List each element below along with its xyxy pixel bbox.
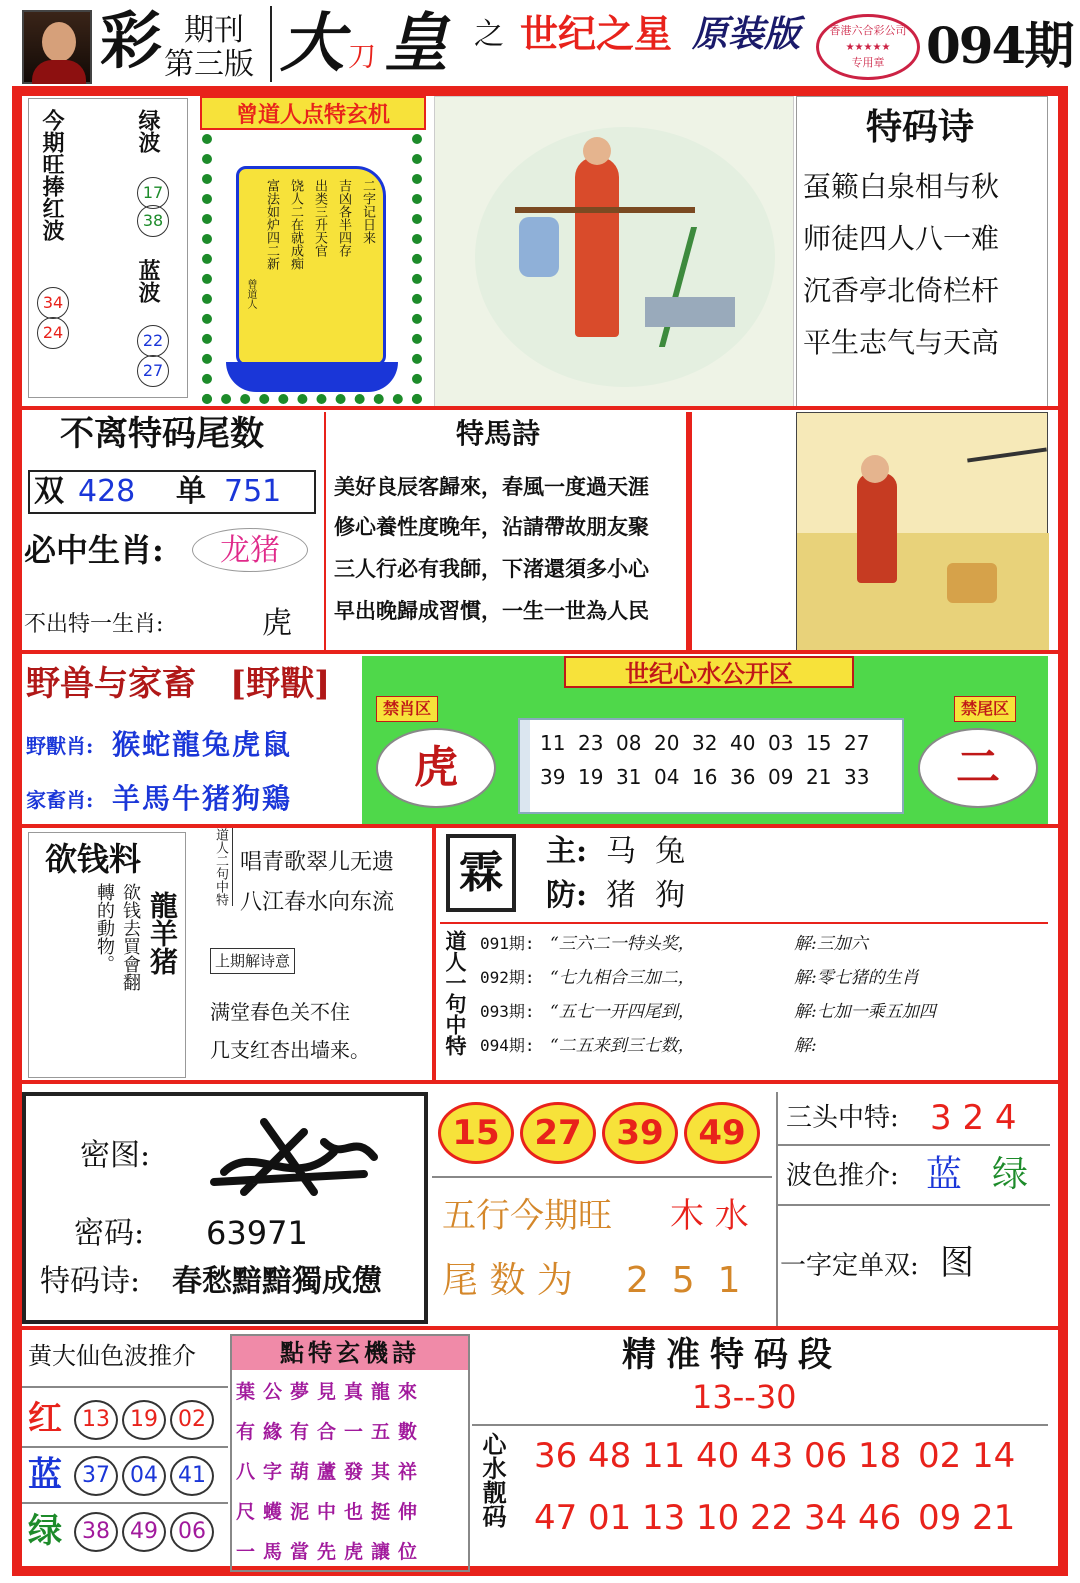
te-ma-shi-line-3: 沉香亭北倚栏杆 [803, 274, 1000, 307]
huang-blue-num: 04 [122, 1456, 166, 1496]
mi-ma-value: 63971 [206, 1214, 308, 1252]
seal [816, 14, 920, 80]
jing-num: 10 [696, 1498, 740, 1538]
open-num: 39 [540, 765, 566, 789]
ship-poem-1: 二字记日来 [360, 179, 375, 244]
list-issue: 092期: [480, 968, 535, 987]
huang-green-num: 49 [122, 1512, 166, 1552]
open-num: 23 [578, 731, 604, 755]
green-num-2: 38 [137, 205, 169, 237]
huang-green-label: 绿 [28, 1511, 62, 1551]
left-value: 虎 [376, 728, 496, 808]
illustration-monk [434, 96, 794, 408]
huang-red-num: 19 [122, 1400, 166, 1440]
dao-ren-list [440, 922, 1048, 1078]
ball: 27 [520, 1102, 596, 1164]
bu-chu-label: 不出特一生肖: [24, 612, 164, 637]
jing-num: 01 [588, 1498, 632, 1538]
jing-num: 09 [918, 1498, 962, 1538]
jing-zhun-side: 心水靓码 [478, 1432, 507, 1528]
dan-value: 751 [224, 474, 282, 509]
open-num: 33 [844, 765, 870, 789]
wu-xing-line2-a: 尾 数 为 [442, 1260, 573, 1301]
san-tou-label: 三头中特: [786, 1103, 899, 1133]
zhu-fang-big-char: 霖 [446, 834, 516, 912]
ye-shou-box [22, 656, 358, 824]
ship-sail [236, 166, 386, 366]
dian-te-line-4: 尺蠖泥中也挺伸 [236, 1501, 426, 1523]
balls-row [436, 1096, 770, 1172]
dan-label: 单 [176, 474, 206, 509]
ye-shou-title-a: 野兽与家畜 [26, 664, 196, 704]
open-area-title: 世纪心水公开区 [564, 656, 854, 688]
green-num-1: 17 [137, 177, 169, 209]
bi-zhong-value: 龙猪 [192, 528, 308, 572]
jing-num: 48 [588, 1436, 632, 1476]
open-row-2 [540, 762, 882, 792]
wu-xing-line2-b: 2 5 1 [626, 1260, 741, 1301]
open-num: 19 [578, 765, 604, 789]
bo-se-label: 波色推介: [786, 1161, 899, 1191]
open-num: 04 [654, 765, 680, 789]
list-issue: 094期: [480, 1036, 535, 1055]
header [0, 0, 1080, 86]
huang-blue-num: 37 [74, 1456, 118, 1496]
header-dao: 刀 [348, 40, 377, 73]
open-num: 32 [692, 731, 718, 755]
poem-label: 特码诗: [40, 1264, 141, 1299]
ye-list: 猴蛇龍兔虎鼠 [112, 728, 293, 761]
list-row-3 [480, 998, 1040, 1028]
te-ma-shi-line-1: 虿籁白泉相与秋 [803, 170, 1000, 203]
blue-num-2: 27 [137, 355, 169, 387]
jing-num: 43 [750, 1436, 794, 1476]
list-jie: 解:零七猪的生肖 [794, 968, 919, 988]
dao-ren-box [204, 828, 430, 1078]
list-text: “三六二一特头奖， [550, 934, 695, 954]
jing-row-2 [534, 1494, 1022, 1542]
te-ma-poem2-line-4: 早出晚歸成習慣，一生一世為人民 [334, 598, 649, 623]
open-area [362, 656, 1048, 824]
open-num: 03 [768, 731, 794, 755]
list-text: “七九相合三加二， [550, 968, 695, 988]
list-text: “二五来到三七数， [550, 1036, 695, 1056]
yu-qian-title: 欲钱料 [45, 840, 142, 878]
bo-se-v1: 蓝 [926, 1154, 963, 1195]
header-huang: 皇 [384, 6, 448, 81]
header-qikan: 期刊 [184, 13, 244, 48]
jing-num: 18 [858, 1436, 902, 1476]
dao-ren-last-label: 上期解诗意 [210, 948, 295, 974]
te-ma-shi-line-4: 平生志气与天高 [803, 326, 1000, 359]
bu-li-box [22, 410, 322, 650]
open-num: 09 [768, 765, 794, 789]
jing-num: 11 [642, 1436, 686, 1476]
jing-num: 34 [804, 1498, 848, 1538]
wang-box [28, 98, 188, 398]
ship-poem-4: 饶人二在就成痴 [288, 179, 303, 270]
header-da: 大 [280, 6, 344, 81]
fang-label: 防: [546, 878, 588, 913]
list-jie: 解: [794, 1036, 817, 1056]
wu-xing-line1-b: 木 水 [670, 1196, 749, 1236]
huang-blue-num: 41 [170, 1456, 214, 1496]
huang-blue-label: 蓝 [28, 1455, 62, 1495]
huang-title: 黄大仙色波推介 [28, 1342, 196, 1370]
list-jie: 解:七加一乘五加四 [794, 1002, 936, 1022]
open-num: 11 [540, 731, 566, 755]
dian-te-line-3: 八字葫蘆發其祥 [236, 1461, 426, 1483]
open-num: 08 [616, 731, 642, 755]
yu-qian-col2: 欲钱去買會翻 [120, 883, 141, 991]
huang-red-num: 13 [74, 1400, 118, 1440]
dian-te-box [230, 1334, 470, 1572]
wu-xing-line1-a: 五行今期旺 [442, 1196, 612, 1236]
huang-da-xian-box [22, 1332, 228, 1572]
huang-red-num: 02 [170, 1400, 214, 1440]
right-info-box [776, 1092, 1048, 1326]
ship-poem-3: 出类三升天官 [312, 179, 327, 257]
dian-te-line-2: 有緣有合一五數 [236, 1421, 426, 1443]
fang-value: 猪 狗 [606, 878, 686, 913]
red-num-1: 34 [37, 287, 69, 319]
ship-panel [196, 96, 428, 408]
huang-red-label: 红 [28, 1399, 62, 1439]
jing-zhun-box [472, 1332, 1048, 1572]
seal-sub: 专用章 [851, 56, 885, 69]
open-num: 16 [692, 765, 718, 789]
open-num: 40 [730, 731, 756, 755]
jing-zhun-title: 精准特码段 [622, 1335, 842, 1375]
list-row-2 [480, 964, 1040, 994]
shuang-value: 428 [78, 474, 136, 509]
right-value: 二 [918, 728, 1038, 808]
mi-tu-label: 密图: [80, 1138, 151, 1173]
bu-li-title: 不离特码尾数 [60, 414, 264, 454]
jing-zhun-range: 13--30 [692, 1378, 797, 1416]
bi-zhong-label: 必中生肖: [24, 531, 164, 569]
open-num: 15 [806, 731, 832, 755]
list-jie: 解:三加六 [794, 934, 868, 954]
ship-poem-5: 富法如炉四二新 [264, 179, 279, 270]
open-num: 27 [844, 731, 870, 755]
dian-te-line-5: 一馬當先虎讓位 [236, 1541, 426, 1563]
dao-ren-last-line-1: 满堂春色关不住 [210, 1000, 350, 1024]
ship-banner: 曾道人点特玄机 [200, 96, 426, 130]
open-num: 31 [616, 765, 642, 789]
poem-value: 春愁黯黯獨成憊 [172, 1264, 382, 1299]
zhu-fang-box [440, 832, 1048, 920]
te-ma-poem2-line-3: 三人行必有我師，下渚還須多小心 [334, 556, 649, 581]
header-zhi: 之 [474, 17, 504, 52]
shuang-label: 双 [34, 474, 64, 509]
illustration-farmer [796, 412, 1048, 650]
issue-number: 094期 [926, 16, 1073, 75]
right-tag: 禁尾区 [954, 696, 1016, 722]
jing-num: 13 [642, 1498, 686, 1538]
ye-shou-title-b: [野獸] [230, 664, 331, 704]
header-shiji: 世纪之星 [520, 11, 673, 56]
list-row-4 [480, 1032, 1040, 1062]
huang-green-num: 38 [74, 1512, 118, 1552]
jing-num: 02 [918, 1436, 962, 1476]
zhu-value: 马 兔 [606, 834, 686, 869]
dao-ren-side: 道人二句中特 [210, 828, 233, 906]
wu-xing-box [432, 1176, 772, 1326]
dian-te-title: 點特玄機詩 [232, 1336, 468, 1370]
ship-signature: 曾道人 [245, 279, 256, 309]
yi-zi-label: 一字定单双: [780, 1251, 919, 1281]
san-tou-value: 3 2 4 [930, 1098, 1017, 1138]
dao-ren-line-2: 八江春水向东流 [240, 890, 395, 915]
jing-num: 21 [972, 1498, 1016, 1538]
seal-stars: ★★★★★ [845, 42, 891, 53]
open-num: 20 [654, 731, 680, 755]
ship-hull [226, 362, 398, 392]
red-num-2: 24 [37, 317, 69, 349]
yi-zi-value: 图 [940, 1243, 974, 1283]
te-ma-shi-title: 特码诗 [865, 106, 974, 148]
wang-title: 今期旺捧红波 [39, 109, 65, 241]
jia-list: 羊馬牛猪狗鶏 [112, 782, 293, 815]
list-issue: 091期: [480, 934, 535, 953]
ball: 49 [684, 1102, 760, 1164]
header-cai: 彩 [100, 4, 163, 77]
blue-wave-label: 蓝波 [135, 259, 161, 303]
ball: 39 [602, 1102, 678, 1164]
green-wave-label: 绿波 [135, 109, 161, 153]
jing-num: 14 [972, 1436, 1016, 1476]
jing-num: 47 [534, 1498, 578, 1538]
dao-ren-line-1: 唱青歌翠儿无遗 [240, 850, 395, 875]
left-tag: 禁肖区 [376, 696, 438, 722]
bo-se-v2: 绿 [992, 1154, 1029, 1195]
huang-green-num: 06 [170, 1512, 214, 1552]
yu-qian-col1: 龍羊猪 [146, 891, 179, 975]
jing-num: 36 [534, 1436, 578, 1476]
ball: 15 [438, 1102, 514, 1164]
ship-poem-2: 吉凶各半四存 [336, 179, 351, 257]
te-ma-poem2-title: 特馬詩 [456, 417, 541, 450]
bu-li-values [28, 470, 316, 514]
dao-ren-list-side: 道人一句中特 [443, 930, 468, 1056]
ye-label: 野獸肖: [26, 734, 94, 758]
header-edition: 第三版 [164, 47, 254, 82]
bu-chu-value: 虎 [262, 606, 292, 641]
dian-te-line-1: 葉公夢見真龍來 [236, 1381, 426, 1403]
mi-tu-image [204, 1112, 384, 1202]
mi-ma-label: 密码: [74, 1216, 145, 1251]
number-scroll [518, 718, 904, 814]
seal-text: 香港六合彩公司 [829, 24, 907, 37]
te-ma-poem2-line-1: 美好良辰客歸來，春風一度過天涯 [334, 474, 649, 499]
yu-qian-col3: 轉的動物。 [94, 883, 115, 973]
mi-tu-box [22, 1092, 428, 1324]
list-issue: 093期: [480, 1002, 535, 1021]
te-ma-shi-box [796, 96, 1048, 408]
yu-qian-box [28, 832, 186, 1078]
open-num: 36 [730, 765, 756, 789]
zhu-label: 主: [546, 834, 588, 869]
dao-ren-last-line-2: 几支红杏出墙来。 [210, 1038, 370, 1062]
jing-num: 40 [696, 1436, 740, 1476]
open-num: 21 [806, 765, 832, 789]
jing-num: 22 [750, 1498, 794, 1538]
blue-num-1: 22 [137, 325, 169, 357]
jing-num: 06 [804, 1436, 848, 1476]
portrait [22, 10, 92, 84]
te-ma-poem2-line-2: 修心養性度晚年，沾請帶故朋友聚 [334, 514, 649, 539]
list-row-1 [480, 930, 1040, 960]
jia-label: 家畜肖: [26, 788, 94, 812]
header-yuanzhuang: 原装版 [692, 13, 801, 55]
jing-row-1 [534, 1432, 1022, 1480]
te-ma-poem2-box [324, 412, 692, 650]
open-row-1 [540, 728, 882, 758]
jing-num: 46 [858, 1498, 902, 1538]
list-text: “五七一开四尾到， [550, 1002, 695, 1022]
te-ma-shi-line-2: 师徒四人八一难 [803, 222, 1000, 255]
